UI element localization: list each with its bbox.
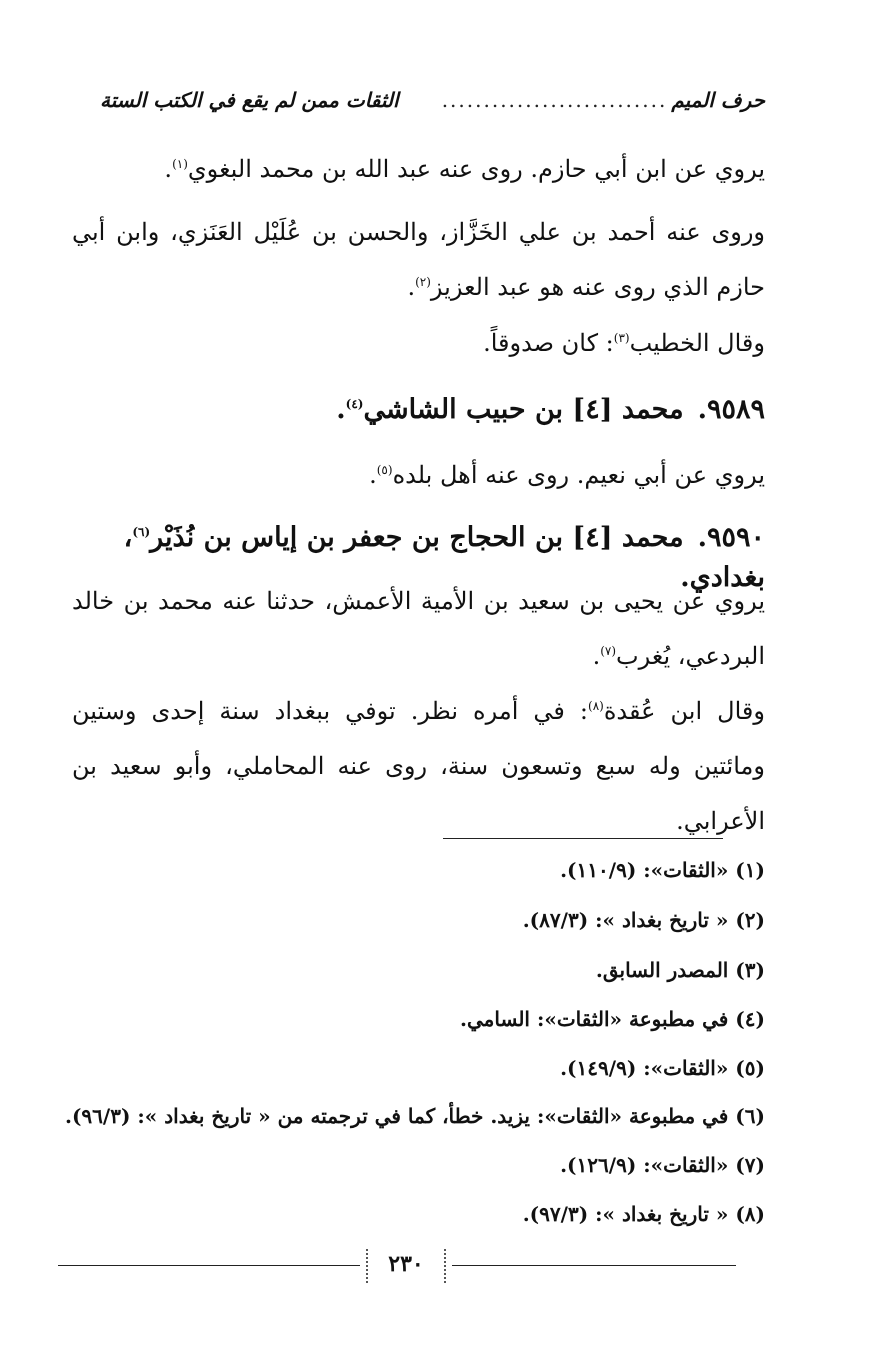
footnote-ref-6: (٦) bbox=[132, 525, 151, 539]
paragraph-6: وقال ابن عُقدة$^{(٨)}$: في أمره نظر. توفي ببغداد سنة إحدى وستين ومائتين وله سبع وتسعون سنة، روى عنه المحاملي، وأبو سعيد بن الأعرابي. bbox=[72, 697, 765, 835]
entry-name: محمد [٤] بن حبيب الشاشي bbox=[363, 394, 684, 425]
footnote-ref-7: (٧) bbox=[600, 644, 617, 658]
paragraph-2: وروى عنه أحمد بن علي الخَزَّاز، والحسن بن عُلَيْل العَنَزي، وابن أبي حازم الذي روى عنه هو عبد العزيز$^{(٢)}$. bbox=[72, 218, 765, 301]
footnote-8: (٨) « تاريخ بغداد »: (٩٧/٣). bbox=[522, 1202, 765, 1226]
footnote-ref-4: (٤) bbox=[345, 397, 364, 411]
footnote-ref-2: (٢) bbox=[415, 275, 431, 289]
footnote-5: (٥) «الثقات»: (١٤٩/٩). bbox=[560, 1056, 765, 1080]
footnote-separator bbox=[443, 838, 723, 839]
footnote-ref-5: (٥) bbox=[376, 463, 393, 477]
page-number-text: ٢٣٠ bbox=[388, 1251, 424, 1277]
header-book-title: الثقات ممن لم يقع في الكتب الستة bbox=[100, 88, 399, 112]
entry-9590: ٩٥٩٠.محمد [٤] بن الحجاج بن جعفر بن إياس بن نُذَيْر$^{(٦)}$، بغدادي. bbox=[123, 522, 765, 593]
paragraph-1: يروي عن ابن أبي حازم. روى عنه عبد الله بن محمد البغوي$^{(١)}$. bbox=[164, 155, 765, 183]
footnote-1: (١) «الثقات»: (١١٠/٩). bbox=[560, 858, 765, 882]
footer-rule-right bbox=[452, 1265, 736, 1266]
footer-rule-left bbox=[58, 1265, 360, 1266]
entry-9589: ٩٥٨٩.محمد [٤] بن حبيب الشاشي$^{(٤)}$. bbox=[336, 394, 765, 425]
paragraph-5: يروي عن يحيى بن سعيد بن الأمية الأعمش، حدثنا عنه محمد بن خالد البردعي، يُغرب$^{(٧)}$. bbox=[72, 587, 765, 670]
footnote-ref-8: (٨) bbox=[588, 699, 604, 713]
paragraph-4: يروي عن أبي نعيم. روى عنه أهل بلده$^{(٥)}$. bbox=[369, 461, 765, 489]
footnote-3: (٣) المصدر السابق. bbox=[595, 958, 765, 982]
paragraph-3: وقال الخطيب$^{(٣)}$: كان صدوقاً. bbox=[483, 329, 765, 357]
footnote-2: (٢) « تاريخ بغداد »: (٨٧/٣). bbox=[522, 908, 765, 932]
header-chapter: حرف الميم bbox=[671, 88, 765, 112]
page-number-ornament bbox=[366, 1249, 446, 1283]
footnote-7: (٧) «الثقات»: (١٢٦/٩). bbox=[560, 1153, 765, 1177]
footnote-ref-3: (٣) bbox=[613, 331, 630, 345]
footnote-ref-1: (١) bbox=[172, 157, 188, 171]
footnote-4: (٤) في مطبوعة «الثقات»: السامي. bbox=[460, 1007, 765, 1031]
running-header bbox=[100, 88, 765, 122]
entry-number: ٩٥٩٠. bbox=[697, 522, 765, 553]
entry-number: ٩٥٨٩. bbox=[697, 394, 765, 425]
entry-name: محمد [٤] بن الحجاج بن جعفر بن إياس بن نُذَيْر bbox=[150, 522, 684, 553]
header-dots: ........................... bbox=[441, 88, 668, 112]
footnote-6: (٦) في مطبوعة «الثقات»: يزيد. خطأ، كما في ترجمته من « تاريخ بغداد »: (٩٦/٣). bbox=[64, 1104, 765, 1128]
page-number bbox=[360, 1245, 452, 1287]
